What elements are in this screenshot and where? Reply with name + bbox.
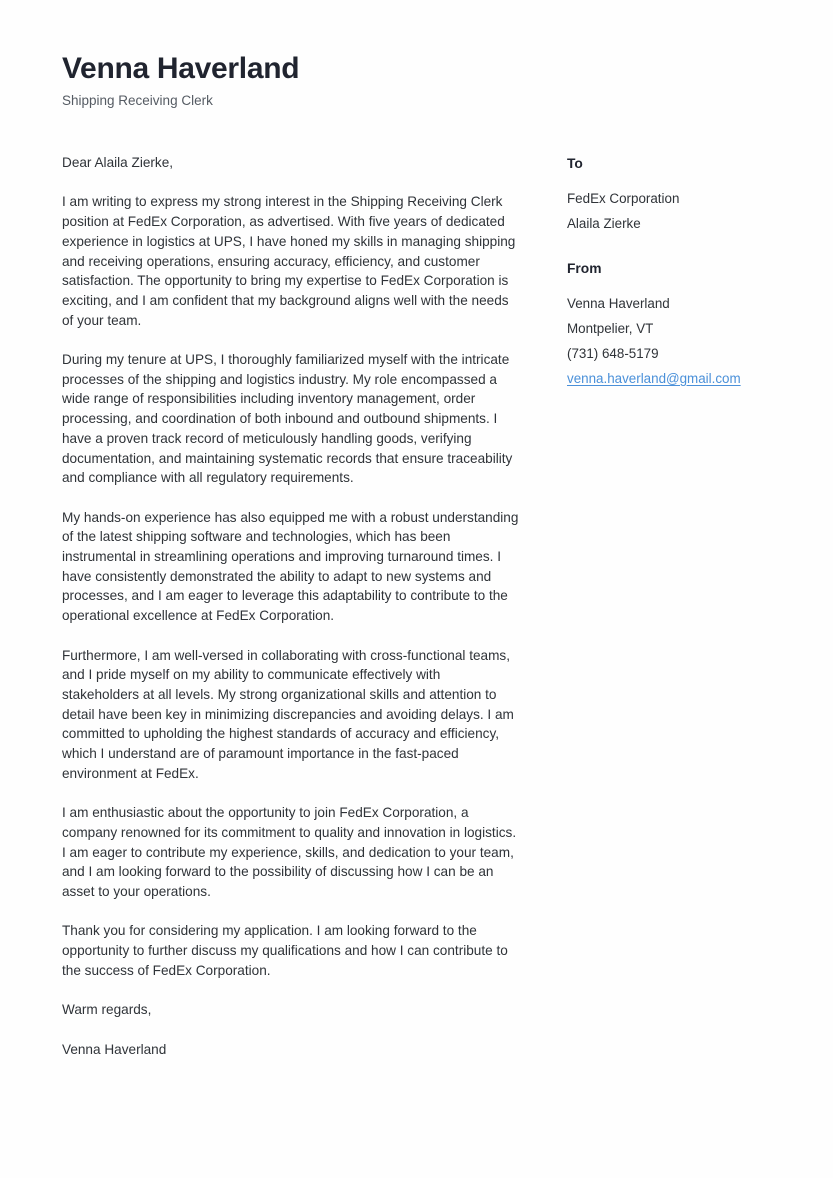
- signature-name: Venna Haverland: [62, 1041, 167, 1057]
- salutation: Dear Alaila Zierke,: [62, 155, 174, 171]
- meta-block-from: [567, 260, 771, 391]
- body-paragraph: Thank you for considering my application. I am looking forward to the opportunity to further discuss my qualifications and how I can contribute to the success of FedEx Corporation.: [62, 923, 508, 978]
- letter-header: [62, 52, 771, 109]
- recipient-name: Alaila Zierke: [567, 215, 641, 231]
- letter-meta-sidebar: [520, 153, 771, 391]
- body-paragraph: Furthermore, I am well-versed in collaborating with cross-functional teams, and I pride myself on my ability to communicate effectively with stakeholders at all levels. My strong organizational skills and attention to detail have been key in minimizing discrepancies and avoiding delays. I am committed to upholding the highest standards of accuracy and efficiency, which I understand are of paramount importance in the fast-paced environment at FedEx.: [62, 647, 514, 781]
- recipient-company: FedEx Corporation: [567, 190, 680, 206]
- closing-phrase: Warm regards,: [62, 1002, 152, 1018]
- letter-columns: [62, 153, 771, 1059]
- body-paragraph: I am writing to express my strong interest in the Shipping Receiving Clerk position at FedEx Corporation, as advertised. With five years of dedicated experience in logistics at UPS, I have honed my skills in managing shipping and receiving operations, ensuring accuracy, efficiency, and customer satisfaction. The opportunity to bring my expertise to FedEx Corporation is exciting, and I am confident that my background aligns well with the needs of your team.: [62, 194, 516, 328]
- meta-heading-to: To: [567, 156, 583, 172]
- letter-body: [62, 153, 520, 1059]
- meta-heading-from: From: [567, 260, 602, 276]
- body-paragraph: During my tenure at UPS, I thoroughly familiarized myself with the intricate processes of the shipping and logistics industry. My role encompassed a wide range of responsibilities including inventory management, order processing, and coordination of both inbound and outbound shipments. I have a proven track record of meticulously handling goods, verifying documentation, and maintaining systematic records that ensure traceability and compliance with all regulatory requirements.: [62, 352, 513, 486]
- sender-email-link[interactable]: venna.haverland@gmail.com: [567, 370, 741, 386]
- sender-phone: (731) 648-5179: [567, 345, 659, 361]
- sender-name: Venna Haverland: [567, 295, 670, 311]
- candidate-job-title: Shipping Receiving Clerk: [62, 92, 213, 108]
- body-paragraph: I am enthusiastic about the opportunity to join FedEx Corporation, a company renowned for its commitment to quality and innovation in logistics. I am eager to contribute my experience, skills, and dedication to your team, and I am looking forward to the possibility of discussing how I can be an asset to your operations.: [62, 805, 517, 899]
- body-paragraph: My hands-on experience has also equipped me with a robust understanding of the latest shipping software and technologies, which has been instrumental in streamlining operations and improving turnaround times. I have consistently demonstrated the ability to adapt to new systems and processes, and I am eager to leverage this adaptability to contribute to the operational excellence at FedEx Corporation.: [62, 509, 519, 624]
- sender-location: Montpelier, VT: [567, 320, 654, 336]
- meta-block-to: [567, 155, 771, 236]
- candidate-name: Venna Haverland: [62, 52, 300, 85]
